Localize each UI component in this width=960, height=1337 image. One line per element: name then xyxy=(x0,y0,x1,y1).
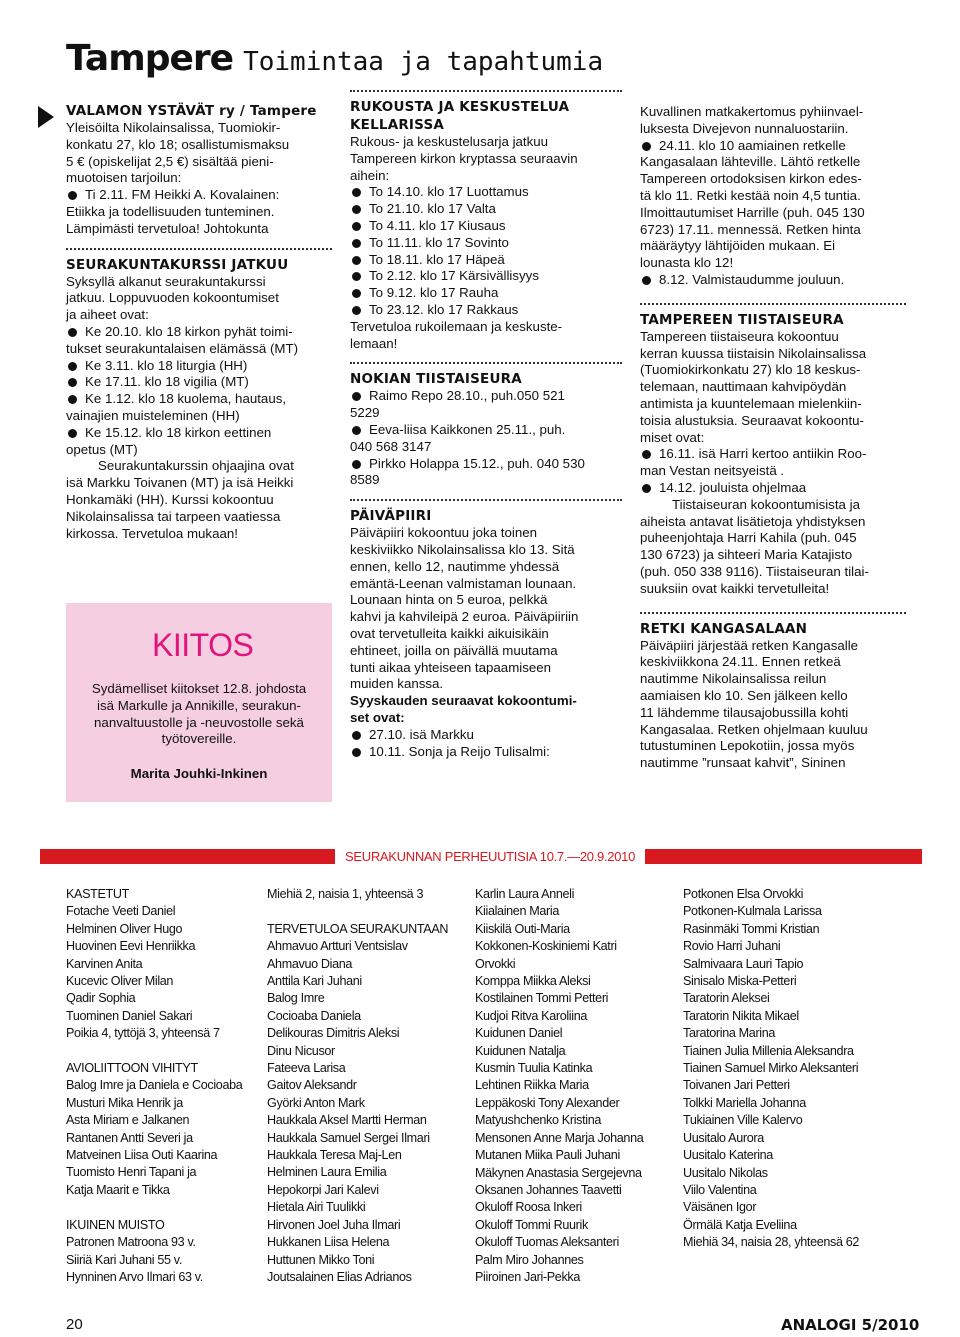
name-line: Tiainen Julia Millenia Aleksandra xyxy=(683,1043,854,1058)
text-line: aamiaisen klo 10. Sen jälkeen kello xyxy=(640,687,848,703)
text-line: keskiviikkona 24.11. Ennen retkeä xyxy=(640,654,841,670)
name-line: Kusmin Tuulia Katinka xyxy=(475,1061,593,1076)
text-line: nanvaltuustolle ja -neuvostolle sekä xyxy=(94,714,304,730)
name-line: TERVETULOA SEURAKUNTAAN xyxy=(267,921,449,936)
arrow-marker-icon xyxy=(38,106,54,128)
text-line: opetus (MT) xyxy=(66,441,138,457)
name-line: Hepokorpi Jari Kalevi xyxy=(267,1182,379,1197)
name-line: Kiialainen Maria xyxy=(475,904,560,919)
bullet-item: To 14.10. klo 17 Luottamus xyxy=(350,184,622,201)
name-line: Rovio Harri Juhani xyxy=(683,939,781,954)
name-line: Väisänen Igor xyxy=(683,1200,757,1215)
section-title: SEURAKUNTAKURSSI JATKUU xyxy=(66,256,289,273)
bullet-item: Ke 1.12. klo 18 kuolema, hautaus, xyxy=(66,391,332,408)
text-line: Lämpimästi tervetuloa! Johtokunta xyxy=(66,220,269,236)
name-line: Tukiainen Ville Kalervo xyxy=(683,1113,803,1128)
text-line: Honkamäki (HH). Kurssi kokoontuu xyxy=(66,491,274,507)
text-line: Tervetuloa rukoilemaan ja keskuste- xyxy=(350,318,563,334)
text-line: 5 € (opiskelijat 2,5 €) sisältää pieni- xyxy=(66,153,274,169)
text-line: konkatu 27, klo 18; osallistumismaksu xyxy=(66,136,290,152)
name-line: Györki Anton Mark xyxy=(267,1095,365,1110)
section-title: KELLARISSA xyxy=(350,117,445,133)
text-line: man Vestan neitsyeistä . xyxy=(640,463,785,479)
family-news-title: SEURAKUNNAN PERHEUUTISIA 10.7.—20.9.2010 xyxy=(335,847,645,867)
text-line: suuksiin ovat kaikki tervetulleita! xyxy=(640,580,830,596)
name-line: Delikouras Dimitris Aleksi xyxy=(267,1026,400,1041)
name-line: Palm Miro Johannes xyxy=(475,1252,584,1267)
text-line: työtovereille. xyxy=(161,731,237,747)
name-line: Musturi Mika Henrik ja xyxy=(66,1095,183,1110)
name-line: Anttila Kari Juhani xyxy=(267,974,362,989)
names-column-1 xyxy=(66,886,242,1286)
name-line: Lehtinen Riikka Maria xyxy=(475,1078,589,1093)
name-line: Matveinen Liisa Outi Kaarina xyxy=(66,1148,218,1163)
name-line: Asta Miriam e Jalkanen xyxy=(66,1113,190,1128)
text-line: muiden kanssa. xyxy=(350,676,444,692)
text-line: toisia alustuksia. Seuraavat kokoontu- xyxy=(640,412,864,428)
name-line: Uusitalo Aurora xyxy=(683,1130,764,1145)
text-line: Ilmoittautumiset Harrille (puh. 045 130 xyxy=(640,204,865,220)
name-line: Kokkonen-Koskiniemi Katri xyxy=(475,939,617,954)
text-line: (puh. 050 338 9116). Tiistaiseuran tilai- xyxy=(640,563,869,579)
bullet-item: 27.10. isä Markku xyxy=(350,727,622,744)
text-line: nautimme ”runsaat kahvit”, Sininen xyxy=(640,755,846,771)
retki-section xyxy=(640,620,906,772)
text-line: Etiikka ja todellisuuden tunteminen. xyxy=(66,203,275,219)
kiitos-text xyxy=(72,681,326,748)
bullet-item: 24.11. klo 10 aamiainen retkelle xyxy=(640,138,906,155)
text-line: isä Markku Toivanen (MT) ja isä Heikki xyxy=(66,475,294,491)
name-line: Toivanen Jari Petteri xyxy=(683,1078,790,1093)
text-line: Tampereen ortodoksisen kirkon edes- xyxy=(640,171,862,187)
bullet-item: Eeva-liisa Kaikkonen 25.11., puh. xyxy=(350,422,622,439)
valamon-section xyxy=(66,102,332,238)
name-line: Rantanen Antti Severi ja xyxy=(66,1130,193,1145)
name-line: Qadir Sophia xyxy=(66,991,136,1006)
name-line: Leppäkoski Tony Alexander xyxy=(475,1095,620,1110)
name-line: Karlin Laura Anneli xyxy=(475,887,575,901)
name-line: Uusitalo Nikolas xyxy=(683,1165,768,1180)
kiitos-box xyxy=(66,603,332,802)
text-line: Päiväpiiri järjestää retken Kangasalle xyxy=(640,637,859,653)
name-line: KASTETUT xyxy=(66,887,129,901)
name-line: Ahmavuo Diana xyxy=(267,956,353,971)
dotted-divider xyxy=(350,499,622,501)
section-title: VALAMON YSTÄVÄT ry / Tampere xyxy=(66,103,317,119)
name-line: Poikia 4, tyttöjä 3, yhteensä 7 xyxy=(66,1026,220,1041)
name-line: Kuidunen Natalja xyxy=(475,1043,566,1058)
text-line: aiheista antavat lisätietoja yhdistyksen xyxy=(640,513,866,529)
bullet-item: Pirkko Holappa 15.12., puh. 040 530 xyxy=(350,456,622,473)
bullet-item: 10.11. Sonja ja Reijo Tulisalmi: xyxy=(350,744,622,761)
name-line: Tuomisto Henri Tapani ja xyxy=(66,1165,197,1180)
dotted-divider xyxy=(350,90,622,92)
rukous-section xyxy=(350,98,622,352)
text-line: 11 lähdemme tilausajobussilla kohti xyxy=(640,704,849,720)
text-line: aihein: xyxy=(350,167,390,183)
name-line: Huttunen Mikko Toni xyxy=(267,1252,375,1267)
dotted-divider xyxy=(350,362,622,364)
name-line: IKUINEN MUISTO xyxy=(66,1217,165,1232)
text-line: ja aiheet ovat: xyxy=(66,307,149,323)
text-line: tunti aikaa yhteiseen tapaamiseen xyxy=(350,659,552,675)
name-line: Mensonen Anne Marja Johanna xyxy=(475,1130,644,1145)
text-line: Tampereen tiistaiseura kokoontuu xyxy=(640,328,839,344)
text-line: vainajien muisteleminen (HH) xyxy=(66,407,240,423)
bullet-item: 14.12. jouluista ohjelmaa xyxy=(640,480,906,497)
name-line: Tolkki Mariella Johanna xyxy=(683,1095,806,1110)
name-line: Viilo Valentina xyxy=(683,1182,757,1197)
names-column-2 xyxy=(267,886,448,1286)
name-line: Cocioaba Daniela xyxy=(267,1008,361,1023)
name-line: Miehiä 2, naisia 1, yhteensä 3 xyxy=(267,887,424,901)
name-line: AVIOLIITTOON VIHITYT xyxy=(66,1061,198,1076)
text-line: kerran kuussa tiistaisin Nikolainsalissa xyxy=(640,345,867,361)
section-title: RETKI KANGASALAAN xyxy=(640,620,808,637)
bullet-item: To 18.11. klo 17 Häpeä xyxy=(350,252,622,269)
text-line: kirkossa. Tervetuloa mukaan! xyxy=(66,525,238,541)
dotted-divider xyxy=(640,303,906,305)
name-line: Oksanen Johannes Taavetti xyxy=(475,1182,622,1197)
name-line: Sinisalo Miska-Petteri xyxy=(683,974,797,989)
tiistaiseura-section xyxy=(640,311,906,598)
name-line: Kiiskilä Outi-Maria xyxy=(475,921,570,936)
bullet-item: Raimo Repo 28.10., puh.050 521 xyxy=(350,388,622,405)
section-title: NOKIAN TIISTAISEURA xyxy=(350,371,522,388)
bullet-item: To 23.12. klo 17 Rakkaus xyxy=(350,302,622,319)
name-line: Miehiä 34, naisia 28, yhteensä 62 xyxy=(683,1235,860,1250)
kiitos-signature: Marita Jouhki-Inkinen xyxy=(130,766,268,781)
dotted-divider xyxy=(66,248,332,250)
name-line: Kudjoi Ritva Karoliina xyxy=(475,1008,588,1023)
bullet-item: 8.12. Valmistaudumme jouluun. xyxy=(640,272,906,289)
names-column-3 xyxy=(475,886,643,1286)
text-line: Seurakuntakurssin ohjaajina ovat xyxy=(98,458,294,474)
page-number: 20 xyxy=(66,1316,83,1333)
text-line: 130 6723) ja sihteeri Maria Katajisto xyxy=(640,547,853,563)
text-line: nautimme Nikolainsalissa reilun xyxy=(640,671,827,687)
name-line: Mäkynen Anastasia Sergejevna xyxy=(475,1165,642,1180)
text-line: ehtineet, joilla on päivällä muutama xyxy=(350,642,558,658)
name-line: Helminen Oliver Hugo xyxy=(66,921,183,936)
name-line: Matyushchenko Kristina xyxy=(475,1113,601,1128)
name-line: Huovinen Eevi Henriikka xyxy=(66,939,196,954)
page-header xyxy=(66,38,603,79)
text-line: set ovat: xyxy=(350,709,405,725)
text-line: Tampereen kirkon kryptassa seuraavin xyxy=(350,150,578,166)
text-line: tutustuminen Lepokotiin, jossa myös xyxy=(640,738,855,754)
name-line: Örmälä Katja Eveliina xyxy=(683,1217,797,1232)
name-line: Fotache Veeti Daniel xyxy=(66,904,176,919)
section-title: PÄIVÄPIIRI xyxy=(350,508,432,525)
spacer xyxy=(66,1199,242,1216)
text-line: määräytyy lähtijöiden mukaan. Ei xyxy=(640,238,836,254)
bullet-item: To 2.12. klo 17 Kärsivällisyys xyxy=(350,268,622,285)
name-line: Kucevic Oliver Milan xyxy=(66,974,174,989)
text-line: antimista ja kuuntelemaan mielenkiin- xyxy=(640,395,862,411)
name-line: Salmivaara Lauri Tapio xyxy=(683,956,804,971)
name-line: Tuominen Daniel Sakari xyxy=(66,1008,193,1023)
name-line: Rasinmäki Tommi Kristian xyxy=(683,921,820,936)
text-line: Kuvallinen matkakertomus pyhiinvael- xyxy=(640,104,864,119)
bullet-item: To 21.10. klo 17 Valta xyxy=(350,201,622,218)
name-line: Hirvonen Joel Juha Ilmari xyxy=(267,1217,401,1232)
section-title: RUKOUSTA JA KESKUSTELUA xyxy=(350,99,570,115)
text-line: Kangasalaa. Retken ohjelmaan kuuluu xyxy=(640,721,868,737)
bullet-item: To 11.11. klo 17 Sovinto xyxy=(350,235,622,252)
bullet-item: Ke 3.11. klo 18 liturgia (HH) xyxy=(66,358,332,375)
bullet-item: To 4.11. klo 17 Kiusaus xyxy=(350,218,622,235)
text-line: telemaan, nauttimaan kahvipöydän xyxy=(640,379,847,395)
name-line: Komppa Miikka Aleksi xyxy=(475,974,591,989)
text-line: keskiviikko Nikolainsalissa klo 13. Sitä xyxy=(350,541,575,557)
text-line: Syksyllä alkanut seurakuntakurssi xyxy=(66,273,266,289)
name-line: Balog Imre ja Daniela e Cocioaba xyxy=(66,1078,243,1093)
name-line: Okuloff Tuomas Aleksanteri xyxy=(475,1235,619,1250)
text-line: 6723) 17.11. mennessä. Retken hinta xyxy=(640,221,861,237)
text-line: lemaan! xyxy=(350,335,398,351)
name-line: Potkonen Elsa Orvokki xyxy=(683,887,804,901)
name-line: Helminen Laura Emilia xyxy=(267,1165,387,1180)
text-line: kahvi ja kahvileipä 2 euroa. Päiväpiiriin xyxy=(350,609,579,625)
name-line: Dinu Nicusor xyxy=(267,1043,335,1058)
name-line: Tiainen Samuel Mirko Aleksanteri xyxy=(683,1061,859,1076)
text-line: puheenjohtaja Harri Kahila (puh. 045 xyxy=(640,530,857,546)
text-line: 8589 xyxy=(350,472,380,488)
name-line: Kuidunen Daniel xyxy=(475,1026,563,1041)
text-line: Päiväpiiri kokoontuu joka toinen xyxy=(350,525,538,541)
kurssi-section xyxy=(66,256,332,543)
text-line: emäntä-Leenan valmistaman lounaan. xyxy=(350,575,577,591)
text-line: lounasta klo 12! xyxy=(640,255,734,271)
name-line: Balog Imre xyxy=(267,991,325,1006)
name-line: Karvinen Anita xyxy=(66,956,143,971)
name-line: Fateeva Larisa xyxy=(267,1061,346,1076)
bullet-item: Ke 20.10. klo 18 kirkon pyhät toimi- xyxy=(66,324,332,341)
text-line: Kangasalaan lähteville. Lähtö retkelle xyxy=(640,154,861,170)
name-line: Hietala Airi Tuulikki xyxy=(267,1200,366,1215)
name-line: Haukkala Aksel Martti Herman xyxy=(267,1113,427,1128)
text-line: Rukous- ja keskustelusarja jatkuu xyxy=(350,134,549,149)
bullet-item: Ke 15.12. klo 18 kirkon eettinen xyxy=(66,425,332,442)
bullet-item: 16.11. isä Harri kertoo antiikin Roo- xyxy=(640,446,906,463)
name-line: Gaitov Aleksandr xyxy=(267,1078,357,1093)
text-line: muotoisen tarjoilun: xyxy=(66,170,182,186)
text-line: isä Markulle ja Annikille, seurakun- xyxy=(97,697,301,713)
spacer xyxy=(66,1043,242,1060)
section-title: TAMPEREEN TIISTAISEURA xyxy=(640,311,844,328)
text-line: 040 568 3147 xyxy=(350,438,432,454)
kiitos-title: KIITOS xyxy=(152,627,254,663)
name-line: Katja Maarit e Tikka xyxy=(66,1182,170,1197)
text-line: (Tuomiokirkonkatu 27) klo 18 keskus- xyxy=(640,362,861,378)
bullet-item: To 9.12. klo 17 Rauha xyxy=(350,285,622,302)
names-column-4 xyxy=(683,886,859,1252)
spacer xyxy=(267,903,448,920)
text-line: luksesta Divejevon nunnaluostariin. xyxy=(640,120,849,136)
paivapiiri-section xyxy=(350,507,622,760)
text-line: Sydämelliset kiitokset 12.8. johdosta xyxy=(91,681,307,696)
name-line: Siiriä Kari Juhani 55 v. xyxy=(66,1252,182,1267)
name-line: Mutanen Miika Pauli Juhani xyxy=(475,1148,620,1163)
column-1 xyxy=(66,102,332,542)
continued-section xyxy=(640,90,906,289)
name-line: Okuloff Tommi Ruurik xyxy=(475,1217,588,1232)
text-line: 5229 xyxy=(350,405,380,421)
name-line: Potkonen-Kulmala Larissa xyxy=(683,904,822,919)
name-line: Piiroinen Jari-Pekka xyxy=(475,1269,580,1284)
text-line: tä klo 11. Retki kestää noin 4,5 tuntia. xyxy=(640,187,861,203)
dotted-divider xyxy=(640,612,906,614)
name-line: Hukkanen Liisa Helena xyxy=(267,1235,390,1250)
magazine-name: ANALOGI 5/2010 xyxy=(781,1316,920,1334)
name-line: Joutsalainen Elias Adrianos xyxy=(267,1269,412,1284)
name-line: Haukkala Samuel Sergei Ilmari xyxy=(267,1130,430,1145)
page-subtitle: Toimintaa ja tapahtumia xyxy=(243,47,604,77)
text-line: Yleisöilta Nikolainsalissa, Tuomiokir- xyxy=(66,120,281,135)
text-line: Nikolainsalissa tai tarpeen vaatiessa xyxy=(66,508,281,524)
name-line: Uusitalo Katerina xyxy=(683,1148,773,1163)
text-line: tukset seurakuntalaisen elämässä (MT) xyxy=(66,340,299,356)
nokia-section xyxy=(350,370,622,489)
text-line: Syyskauden seuraavat kokoontumi- xyxy=(350,693,577,709)
name-line: Hynninen Arvo Ilmari 63 v. xyxy=(66,1269,203,1284)
name-line: Taratorina Marina xyxy=(683,1026,776,1041)
name-line: Taratorin Nikita Mikael xyxy=(683,1008,799,1023)
name-line: Taratorin Aleksei xyxy=(683,991,770,1006)
bullet-item: Ke 17.11. klo 18 vigilia (MT) xyxy=(66,374,332,391)
bullet-item: Ti 2.11. FM Heikki A. Kovalainen: xyxy=(66,187,332,204)
name-line: Kostilainen Tommi Petteri xyxy=(475,991,609,1006)
name-line: Patronen Matroona 93 v. xyxy=(66,1235,196,1250)
text-line: miset ovat: xyxy=(640,429,705,445)
text-line: ovat tervetulleita kaikki aikuisikäin xyxy=(350,625,549,641)
text-line: Lounaan hinta on 5 euroa, pelkkä xyxy=(350,592,548,608)
name-line: Ahmavuo Artturi Ventsislav xyxy=(267,939,408,954)
text-line: Tiistaiseuran kokoontumisista ja xyxy=(672,496,860,512)
text-line: jatkuu. Loppuvuoden kokoontumiset xyxy=(66,290,279,306)
name-line: Okuloff Roosa Inkeri xyxy=(475,1200,582,1215)
family-news-band xyxy=(40,849,922,864)
name-line: Orvokki xyxy=(475,956,516,971)
column-3 xyxy=(640,90,906,772)
name-line: Haukkala Teresa Maj-Len xyxy=(267,1148,402,1163)
page-title: Tampere xyxy=(66,38,234,79)
text-line: ennen, kello 12, nautimme yhdessä xyxy=(350,558,560,574)
column-2 xyxy=(350,90,622,760)
